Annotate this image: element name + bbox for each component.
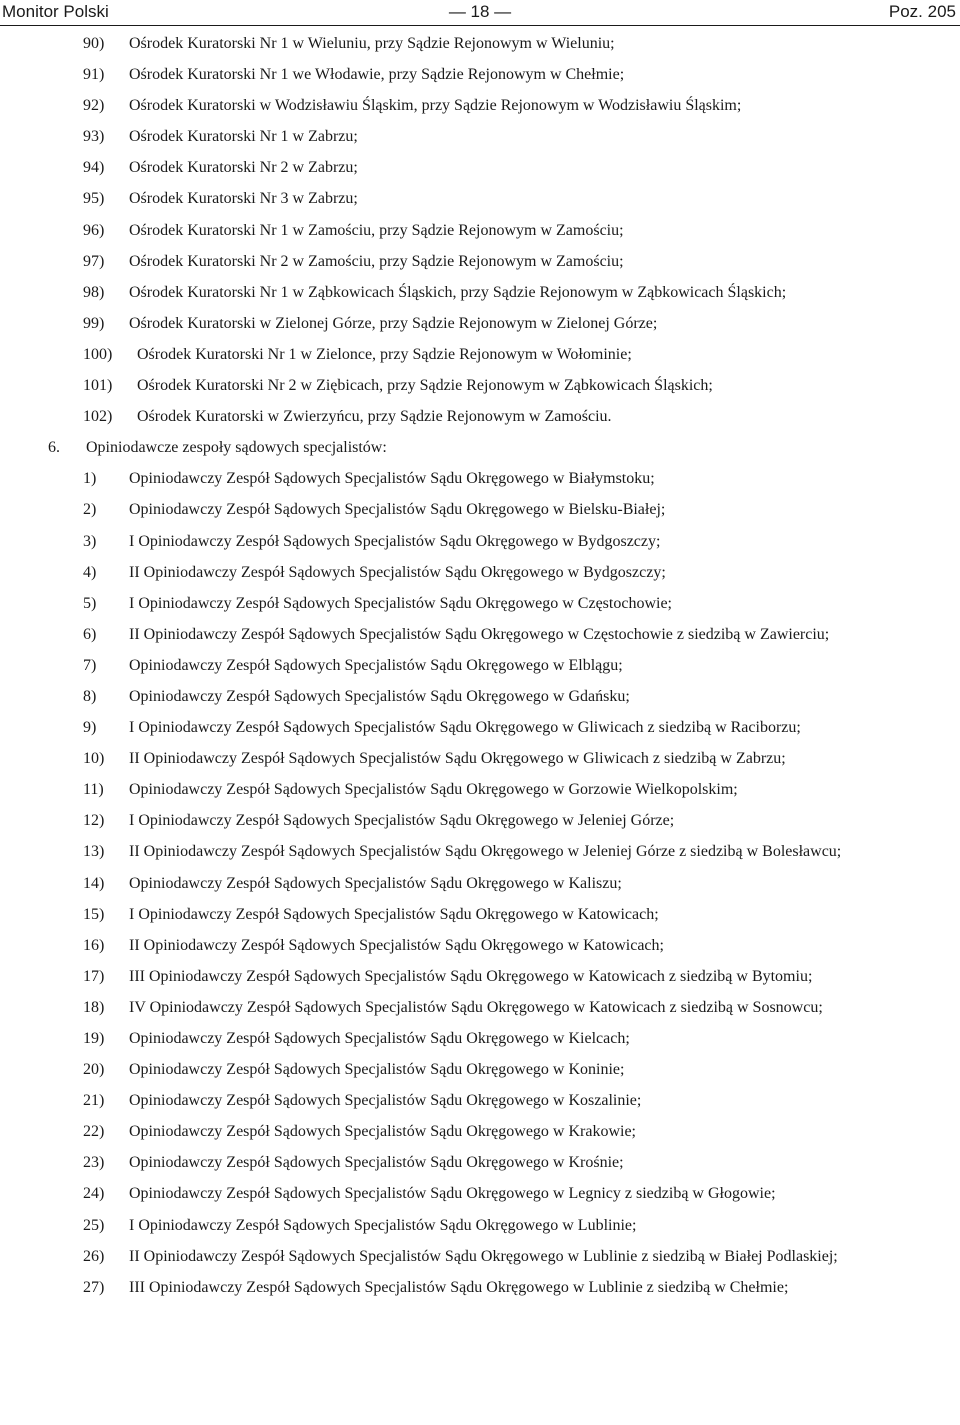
list-item-text: Ośrodek Kuratorski w Zwierzyńcu, przy Sądzie Rejonowym w Zamościu. bbox=[137, 408, 612, 426]
header-rule bbox=[0, 25, 960, 26]
list-item bbox=[0, 187, 960, 210]
list-item-number: 92) bbox=[83, 97, 105, 115]
list-item-text: II Opiniodawczy Zespół Sądowych Specjalistów Sądu Okręgowego w Bydgoszczy; bbox=[129, 563, 666, 581]
position-number: Poz. 205 bbox=[888, 2, 956, 21]
list-item bbox=[0, 1089, 960, 1112]
list-item bbox=[0, 1214, 960, 1237]
list-item-text: Opiniodawczy Zespół Sądowych Specjalistów Sądu Okręgowego w Koszalinie; bbox=[129, 1092, 642, 1110]
list-item-text: I Opiniodawczy Zespół Sądowych Specjalistów Sądu Okręgowego w Lublinie; bbox=[129, 1216, 637, 1234]
list-item-text: Ośrodek Kuratorski Nr 3 w Zabrzu; bbox=[129, 190, 358, 208]
list-item-text: Ośrodek Kuratorski w Zielonej Górze, przy Sądzie Rejonowym w Zielonej Górze; bbox=[129, 314, 658, 332]
publication-title: Monitor Polski bbox=[2, 2, 109, 21]
list-item-number: 2) bbox=[83, 501, 97, 519]
list-item-number: 13) bbox=[83, 843, 105, 861]
list-item bbox=[0, 872, 960, 895]
list-item-text: Opiniodawczy Zespół Sądowych Specjalistów Sądu Okręgowego w Gorzowie Wielkopolskim; bbox=[129, 781, 738, 799]
list-item bbox=[0, 250, 960, 273]
list-item-number: 16) bbox=[83, 936, 105, 954]
list-item-text: I Opiniodawczy Zespół Sądowych Specjalistów Sądu Okręgowego w Katowicach; bbox=[129, 905, 659, 923]
list-item-number: 96) bbox=[83, 221, 105, 239]
list-item-number: 102) bbox=[83, 408, 113, 426]
list-item-text: II Opiniodawczy Zespół Sądowych Specjalistów Sądu Okręgowego w Lublinie z siedzibą w Białej Podlaskiej; bbox=[129, 1247, 838, 1265]
list-item-number: 98) bbox=[83, 283, 105, 301]
list-item-text: Ośrodek Kuratorski Nr 1 we Włodawie, przy Sądzie Rejonowym w Chełmie; bbox=[129, 66, 625, 84]
list-item-number: 25) bbox=[83, 1216, 105, 1234]
list-item-number: 22) bbox=[83, 1123, 105, 1141]
list-item bbox=[0, 32, 960, 55]
list-item bbox=[0, 467, 960, 490]
list-item bbox=[0, 312, 960, 335]
list-item-text: Ośrodek Kuratorski Nr 1 w Wieluniu, przy Sądzie Rejonowym w Wieluniu; bbox=[129, 35, 615, 52]
list-item bbox=[0, 219, 960, 242]
list-item bbox=[0, 1182, 960, 1205]
list-item bbox=[0, 592, 960, 615]
list-item-text: III Opiniodawczy Zespół Sądowych Specjalistów Sądu Okręgowego w Katowicach z siedzibą w Bytomiu; bbox=[129, 967, 813, 985]
list-item-number: 14) bbox=[83, 874, 105, 892]
list-item-text: Opiniodawczy Zespół Sądowych Specjalistów Sądu Okręgowego w Bielsku-Białej; bbox=[129, 501, 666, 519]
list-item bbox=[0, 1058, 960, 1081]
list-item bbox=[0, 498, 960, 521]
list-item-number: 20) bbox=[83, 1061, 105, 1079]
list-item bbox=[0, 654, 960, 677]
document-body bbox=[0, 32, 960, 1307]
list-item-number: 97) bbox=[83, 252, 105, 270]
list-item bbox=[0, 623, 960, 646]
list-item bbox=[0, 63, 960, 86]
list-item bbox=[0, 1245, 960, 1268]
expert-teams-list bbox=[0, 467, 960, 1298]
list-item-number: 93) bbox=[83, 128, 105, 146]
list-item-number: 94) bbox=[83, 159, 105, 177]
list-item-number: 8) bbox=[83, 687, 97, 705]
section-heading bbox=[0, 436, 960, 459]
list-item-number: 7) bbox=[83, 656, 97, 674]
list-item-text: Opiniodawczy Zespół Sądowych Specjalistów Sądu Okręgowego w Koninie; bbox=[129, 1061, 625, 1079]
list-item-number: 24) bbox=[83, 1185, 105, 1203]
list-item bbox=[0, 934, 960, 957]
list-item-number: 1) bbox=[83, 470, 97, 488]
list-item-text: I Opiniodawczy Zespół Sądowych Specjalistów Sądu Okręgowego w Jeleniej Górze; bbox=[129, 812, 675, 830]
list-item bbox=[0, 1276, 960, 1299]
list-item bbox=[0, 530, 960, 553]
list-item-text: Ośrodek Kuratorski Nr 2 w Ziębicach, przy Sądzie Rejonowym w Ząbkowicach Śląskich; bbox=[137, 377, 713, 395]
list-item-text: Ośrodek Kuratorski w Wodzisławiu Śląskim, przy Sądzie Rejonowym w Wodzisławiu Śląskim; bbox=[129, 97, 742, 115]
page-header bbox=[0, 0, 960, 24]
list-item-number: 3) bbox=[83, 532, 97, 550]
list-item bbox=[0, 125, 960, 148]
list-item bbox=[0, 747, 960, 770]
list-item bbox=[0, 716, 960, 739]
list-item-number: 9) bbox=[83, 719, 97, 737]
list-item-text: II Opiniodawczy Zespół Sądowych Specjalistów Sądu Okręgowego w Katowicach; bbox=[129, 936, 664, 954]
list-item bbox=[0, 343, 960, 366]
list-item-number: 26) bbox=[83, 1247, 105, 1265]
list-item-number: 10) bbox=[83, 750, 105, 768]
list-item-text: Opiniodawczy Zespół Sądowych Specjalistów Sądu Okręgowego w Białymstoku; bbox=[129, 470, 655, 488]
list-item-text: Ośrodek Kuratorski Nr 1 w Zamościu, przy Sądzie Rejonowym w Zamościu; bbox=[129, 221, 624, 239]
list-item bbox=[0, 809, 960, 832]
list-item bbox=[0, 996, 960, 1019]
section-title: Opiniodawcze zespoły sądowych specjalistów: bbox=[86, 439, 387, 457]
list-item bbox=[0, 1027, 960, 1050]
list-item-text: Opiniodawczy Zespół Sądowych Specjalistów Sądu Okręgowego w Krakowie; bbox=[129, 1123, 636, 1141]
list-item-text: Ośrodek Kuratorski Nr 2 w Zabrzu; bbox=[129, 159, 358, 177]
list-item bbox=[0, 156, 960, 179]
list-item-number: 17) bbox=[83, 967, 105, 985]
list-item-number: 100) bbox=[83, 345, 113, 363]
list-item bbox=[0, 1120, 960, 1143]
list-item bbox=[0, 1151, 960, 1174]
list-item bbox=[0, 840, 960, 863]
list-item-number: 18) bbox=[83, 998, 105, 1016]
list-item bbox=[0, 778, 960, 801]
list-item-text: II Opiniodawczy Zespół Sądowych Specjalistów Sądu Okręgowego w Jeleniej Górze z siedzibą w Bolesławcu; bbox=[129, 843, 842, 861]
list-item-number: 99) bbox=[83, 314, 105, 332]
kuratorial-centers-list bbox=[0, 32, 960, 428]
list-item-number: 5) bbox=[83, 594, 97, 612]
list-item-number: 21) bbox=[83, 1092, 105, 1110]
list-item-text: II Opiniodawczy Zespół Sądowych Specjalistów Sądu Okręgowego w Gliwicach z siedzibą w Zabrzu; bbox=[129, 750, 786, 768]
list-item-number: 15) bbox=[83, 905, 105, 923]
list-item bbox=[0, 903, 960, 926]
list-item bbox=[0, 374, 960, 397]
list-item-text: IV Opiniodawczy Zespół Sądowych Specjalistów Sądu Okręgowego w Katowicach z siedzibą w Sosnowcu; bbox=[129, 998, 823, 1016]
list-item-text: III Opiniodawczy Zespół Sądowych Specjalistów Sądu Okręgowego w Lublinie z siedzibą w Chełmie; bbox=[129, 1278, 789, 1296]
list-item-number: 27) bbox=[83, 1278, 105, 1296]
list-item-text: Opiniodawczy Zespół Sądowych Specjalistów Sądu Okręgowego w Kaliszu; bbox=[129, 874, 622, 892]
list-item-number: 91) bbox=[83, 66, 105, 84]
list-item-number: 6) bbox=[83, 625, 97, 643]
list-item-text: Opiniodawczy Zespół Sądowych Specjalistów Sądu Okręgowego w Legnicy z siedzibą w Głogowie; bbox=[129, 1185, 776, 1203]
list-item-number: 23) bbox=[83, 1154, 105, 1172]
list-item-text: II Opiniodawczy Zespół Sądowych Specjalistów Sądu Okręgowego w Częstochowie z siedzibą w Zawierciu; bbox=[129, 625, 830, 643]
list-item-text: I Opiniodawczy Zespół Sądowych Specjalistów Sądu Okręgowego w Częstochowie; bbox=[129, 594, 672, 612]
page-number: — 18 — bbox=[448, 2, 512, 21]
list-item-number: 12) bbox=[83, 812, 105, 830]
section-number: 6. bbox=[48, 439, 60, 457]
list-item bbox=[0, 94, 960, 117]
list-item-text: Opiniodawczy Zespół Sądowych Specjalistów Sądu Okręgowego w Gdańsku; bbox=[129, 687, 630, 705]
list-item bbox=[0, 965, 960, 988]
list-item-text: I Opiniodawczy Zespół Sądowych Specjalistów Sądu Okręgowego w Gliwicach z siedzibą w Raciborzu; bbox=[129, 719, 801, 737]
list-item-number: 4) bbox=[83, 563, 97, 581]
list-item-number: 101) bbox=[83, 377, 113, 395]
list-item-text: Ośrodek Kuratorski Nr 2 w Zamościu, przy Sądzie Rejonowym w Zamościu; bbox=[129, 252, 624, 270]
list-item-text: I Opiniodawczy Zespół Sądowych Specjalistów Sądu Okręgowego w Bydgoszczy; bbox=[129, 532, 661, 550]
list-item-text: Opiniodawczy Zespół Sądowych Specjalistów Sądu Okręgowego w Elblągu; bbox=[129, 656, 623, 674]
list-item-number: 19) bbox=[83, 1030, 105, 1047]
list-item-text: Ośrodek Kuratorski Nr 1 w Zielonce, przy Sądzie Rejonowym w Wołominie; bbox=[137, 345, 632, 363]
list-item bbox=[0, 561, 960, 584]
list-item-number: 11) bbox=[83, 781, 104, 799]
list-item-number: 95) bbox=[83, 190, 105, 208]
list-item-text: Opiniodawczy Zespół Sądowych Specjalistów Sądu Okręgowego w Kielcach; bbox=[129, 1030, 630, 1047]
list-item bbox=[0, 405, 960, 428]
list-item-text: Ośrodek Kuratorski Nr 1 w Ząbkowicach Śląskich, przy Sądzie Rejonowym w Ząbkowicach Śląskich; bbox=[129, 283, 787, 301]
list-item-number: 90) bbox=[83, 35, 105, 52]
list-item-text: Opiniodawczy Zespół Sądowych Specjalistów Sądu Okręgowego w Krośnie; bbox=[129, 1154, 624, 1172]
list-item bbox=[0, 281, 960, 304]
list-item bbox=[0, 685, 960, 708]
list-item-text: Ośrodek Kuratorski Nr 1 w Zabrzu; bbox=[129, 128, 358, 146]
